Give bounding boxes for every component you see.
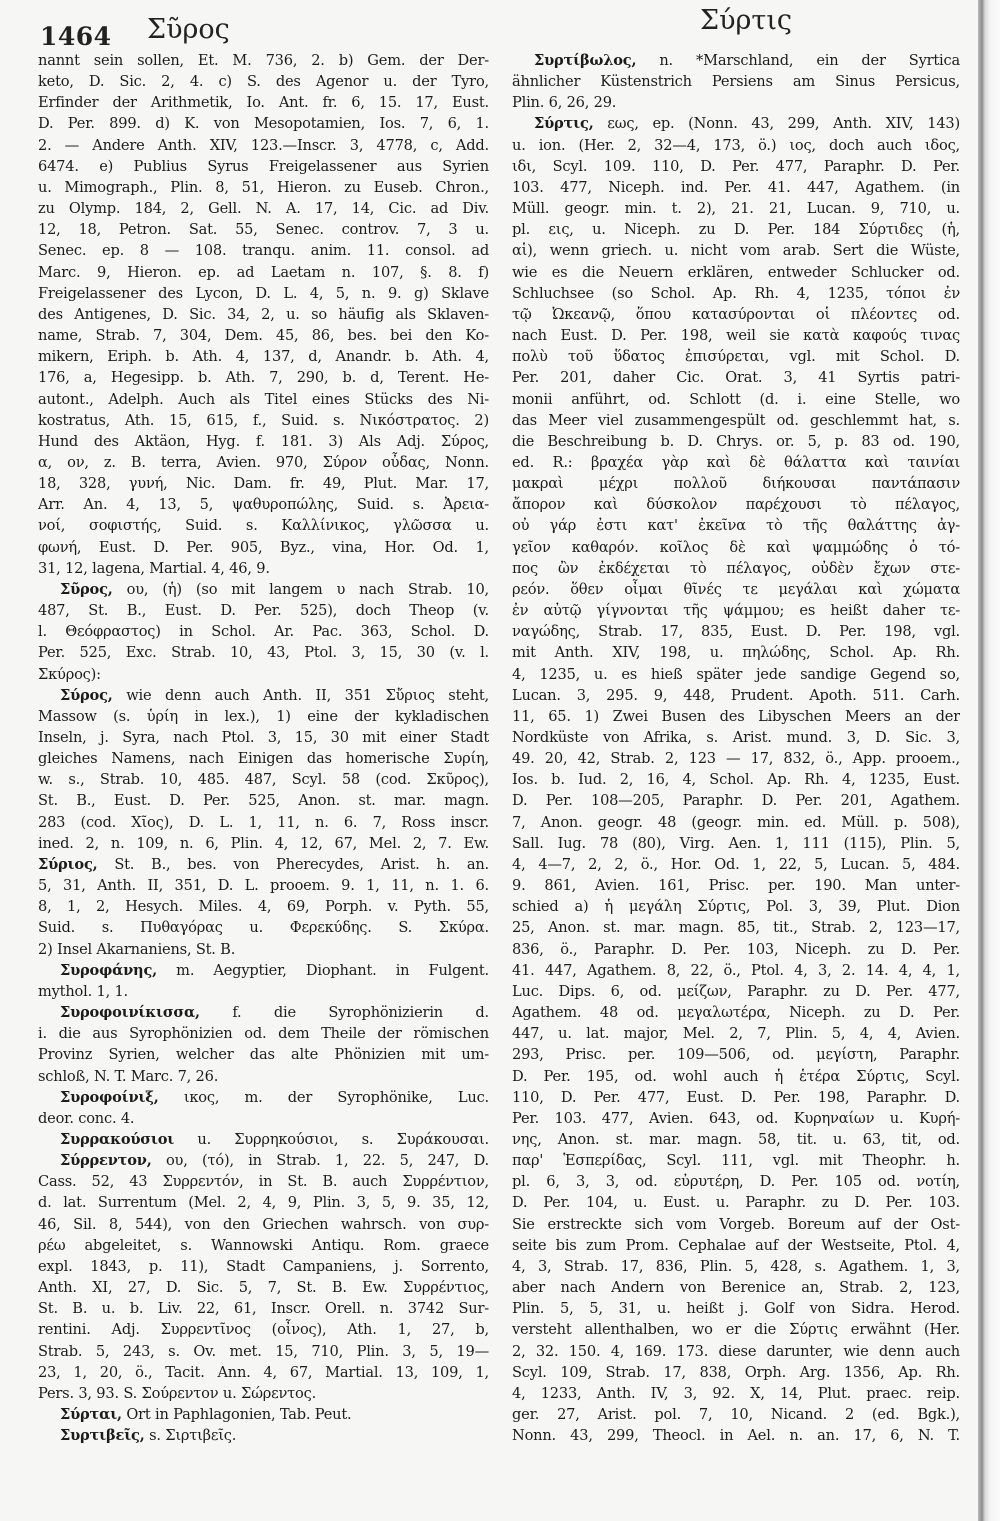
text-line: deor. conc. 4. [38, 1109, 135, 1127]
text-line: 6474. e) Publius Syrus Freigelassener aus Syrien [38, 157, 489, 175]
entry-text: wie denn auch Anth. II, 351 Σὔριος steht, [112, 686, 489, 704]
text-line: 49. 20, 42, Strab. 2, 123 — 17, 832, ö., App. prooem., [512, 750, 960, 768]
headword: Σῦρος, [60, 580, 113, 598]
headword: Συρτιβεῖς, [60, 1427, 145, 1445]
text-line: wie es die Neuern erklären, entweder Schlucker od. [512, 263, 960, 281]
text-line: Lucan. 3, 295. 9, 448, Prudent. Apoth. 511. Carh. [512, 686, 960, 704]
entry-headword-line [38, 1129, 489, 1150]
entry-headword-line [38, 579, 489, 600]
text-line: Suid. s. Πυθαγόρας u. Φερεκύδης. S. Σκύρα. [38, 919, 489, 937]
text-line: 12, 18, Petron. Sat. 55, Senec. controv. 7, 3 u. [38, 221, 489, 239]
text-line: 23, 1, 20, ö., Tacit. Ann. 4, 67, Martial. 13, 109, 1, [38, 1363, 489, 1381]
headword: Συρρακούσιοι [60, 1130, 175, 1148]
text-line: 4, 1233, Anth. IV, 3, 92. X, 14, Plut. praec. reip. [512, 1384, 960, 1402]
headword: Συροφοίνιξ, [60, 1088, 159, 1106]
text-line: 2. — Andere Anth. XIV, 123.—Inscr. 3, 4778, c, Add. [38, 136, 489, 154]
text-line: Schluchsee (so Schol. Ap. Rh. 4, 1235, τόποι ἐν [512, 284, 960, 302]
text-line: Cass. 52, 43 Συρρεντόν, in St. B. auch Συρρέντιον, [38, 1173, 489, 1191]
text-line: Sall. Iug. 78 (80), Virg. Aen. 1, 111 (115), Plin. 5, [512, 834, 960, 852]
headword: Σύρτις, [534, 115, 594, 133]
text-line: Σκύρος): [38, 665, 101, 683]
text-line: Müll. geogr. min. t. 2), 21. 21, Lucan. 9, 710, u. [512, 200, 960, 218]
text-line: Pers. 3, 93. S. Σούρεντον u. Σώρεντος. [38, 1384, 317, 1402]
text-line: kostratus, Ath. 15, 615, f., Suid. s. Νικόστρατος. 2) [38, 411, 489, 429]
text-line: 4, 3, Strab. 17, 836, Plin. 5, 428, s. Agathem. 1, 3, [512, 1257, 960, 1275]
text-line: 176, a, Hegesipp. b. Ath. 7, 290, b. d, Terent. He- [38, 369, 489, 387]
text-line: das Meer viel zusammengespült od. geschlemmt hat, s. [512, 411, 960, 429]
entry-text: n. *Marschland, ein der Syrtica [636, 52, 960, 69]
entry-headword-line [38, 960, 489, 981]
text-line: ed. R.: βραχέα γὰρ καὶ δὲ θάλαττα καὶ ταινίαι [512, 453, 960, 471]
text-line: 25, Anon. st. mar. magn. 85, tit., Strab. 2, 123—17, [512, 919, 960, 937]
text-line: u. ion. (Her. 2, 32—4, 173, ö.) ιος, doch auch ιδος, [512, 136, 960, 154]
text-line: πολὺ τοῦ ὕδατος ἐπισύρεται, vgl. mit Schol. D. [512, 348, 960, 366]
entry-headword-line [38, 1002, 489, 1023]
entry-text: St. B., bes. von Pherecydes, Arist. h. an. [97, 855, 489, 873]
entry-headword-line [38, 1425, 489, 1446]
text-line: 2, 32. 150. 4, 169. 173. diese darunter, wie denn auch [512, 1342, 960, 1360]
text-line: τῷ Ὠκεανῷ, ὅπου κατασύρονται οἱ πλέοντες od. [512, 305, 960, 323]
text-line: u. Mimograph., Plin. 8, 51, Hieron. zu Euseb. Chron., [38, 178, 489, 196]
text-line: Inseln, j. Syra, nach Ptol. 3, 15, 30 mit einer Stadt [38, 729, 489, 746]
text-line: αἱ), wenn griech. u. nicht vom arab. Sert die Wüste, [512, 242, 960, 260]
text-line: 4, 4—7, 2, 2, ö., Hor. Od. 1, 22, 5, Lucan. 5, 484. [512, 855, 960, 873]
text-line: Agathem. 48 od. μεγαλωτέρα, Niceph. zu D. Per. [512, 1004, 960, 1022]
text-line: ἄπορον καὶ δύσκολον παρέχουσι τὸ πέλαγος, [512, 496, 960, 514]
text-line: pl. 6, 3, 3, od. εὐρυτέρη, D. Per. 105 od. νοτίη, [512, 1173, 960, 1191]
text-line: Per. 525, Exc. Strab. 10, 43, Ptol. 3, 15, 30 (v. l. [38, 644, 489, 662]
text-line: Freigelassener des Lycon, D. L. 4, 5, n. 9. g) Sklave [38, 284, 489, 302]
text-line: mythol. 1, 1. [38, 982, 128, 1000]
text-line: Plin. 5, 5, 31, u. heißt j. Golf von Sidra. Herod. [512, 1300, 960, 1318]
text-line: D. Per. 899. d) K. von Mesopotamien, Ios. 7, 6, 1. [38, 115, 489, 133]
page-header [0, 5, 1000, 51]
headword: Σύριος, [38, 855, 98, 873]
text-line: Erfinder der Arithmetik, Io. Ant. fr. 6, 15. 17, Eust. [38, 94, 489, 112]
text-line: 447, u. lat. major, Mel. 2, 7, Plin. 5, 4, 4, Avien. [512, 1025, 960, 1043]
text-line: 8, 1, 2, Hesych. Miles. 4, 69, Porph. v. Pyth. 55, [38, 898, 489, 916]
text-line: 9. 861, Avien. 161, Prisc. per. 190. Man unter- [512, 877, 960, 895]
text-line: Arr. An. 4, 13, 5, ψαθυροπώλης, Suid. s. Ἀρεια- [38, 496, 489, 514]
text-line: keto, D. Sic. 2, 4. c) S. des Agenor u. der Tyro, [38, 73, 489, 91]
text-line: die Beschreibung b. D. Chrys. or. 5, p. 83 od. 190, [512, 432, 960, 450]
text-line: 7, Anon. geogr. 48 (geogr. min. ed. Müll. p. 508), [512, 813, 960, 831]
left-column [38, 50, 489, 1446]
running-head-left: Σῦρος [147, 14, 230, 45]
text-line: Luc. Dips. 6, od. μείζων, Paraphr. zu D. Per. 477, [512, 982, 960, 1000]
text-line: w. s., Strab. 10, 485. 487, Scyl. 58 (cod. Σκῦρος), [38, 771, 489, 789]
text-line: ähnlicher Küstenstrich Persiens am Sinus Persicus, [512, 73, 960, 91]
text-line: ἐν αὐτῷ γίγνονται τῆς ψάμμου; es heißt daher τε- [512, 602, 960, 620]
text-line: St. B. u. b. Liv. 22, 61, Inscr. Orell. n. 3742 Sur- [38, 1300, 489, 1318]
text-line: α, ον, z. B. terra, Avien. 970, Σύρον οὖδας, Nonn. [38, 453, 489, 471]
text-line: Sie erstreckte sich vom Vorgeb. Boreum auf der Ost- [512, 1215, 960, 1233]
text-line: gleiches Namens, nach Einigen das homerische Συρίη, [38, 750, 489, 768]
text-line: mikern, Eriph. b. Ath. 4, 137, d, Anandr. b. Ath. 4, [38, 348, 489, 366]
headword: Σύρται, [60, 1406, 122, 1423]
text-line: D. Per. 108—205, Paraphr. D. Per. 201, Agathem. [512, 792, 960, 810]
text-line: Senec. ep. 8 — 108. tranqu. anim. 11. consol. ad [38, 242, 489, 260]
entry-text: m. Aegyptier, Diophant. in Fulgent. [157, 961, 489, 979]
text-line: nach Eust. D. Per. 198, weil sie κατὰ καφούς τινας [512, 327, 960, 345]
text-line: μακραὶ μέχρι πολλοῦ διήκουσαι παντάπασιν [512, 475, 960, 493]
text-line: Nordküste von Afrika, s. Arist. mund. 3, D. Sic. 3, [512, 729, 960, 746]
text-line: 18, 328, γυνή, Nic. Dam. fr. 49, Plut. Mar. 17, [38, 475, 489, 493]
entry-headword-line [38, 1404, 489, 1425]
text-line: Nonn. 43, 299, Theocl. in Ael. n. an. 17, 6, N. T. [512, 1427, 960, 1445]
entry-headword-line [38, 1087, 489, 1108]
text-line: νοί, σοφιστής, Suid. s. Καλλίνικος, γλῶσσα u. [38, 517, 489, 535]
text-line: 46, Sil. 8, 544), von den Griechen wahrsch. von συρ- [38, 1215, 489, 1233]
text-line: 4, 1235, u. es hieß später jede sandige Gegend so, [512, 665, 960, 683]
text-line: Plin. 6, 26, 29. [512, 94, 617, 112]
text-line: Anth. XI, 27, D. Sic. 5, 7, St. B. Ew. Συρρέντιος, [38, 1279, 489, 1297]
headword: Συρτίβωλος, [534, 52, 637, 69]
text-line: 110, D. Per. 477, Eust. D. Per. 198, Paraphr. D. [512, 1088, 960, 1106]
text-line: πος ὢν ἐκδέχεται τὸ πέλαγος, οὐδὲν ἔχων στε- [512, 559, 960, 577]
text-line: Scyl. 109, Strab. 17, 838, Orph. Arg. 1356, Ap. Rh. [512, 1363, 960, 1381]
text-line: οὐ γάρ ἐστι κατ' ἐκεῖνα τὸ τῆς θαλάττης ἀγ- [512, 517, 960, 535]
text-line: 103. 477, Niceph. ind. Per. 41. 447, Agathem. (in [512, 178, 960, 196]
headword: Σύρος, [60, 686, 113, 704]
text-line: 31, 12, lagena, Martial. 4, 46, 9. [38, 559, 270, 577]
text-line: Provinz Syrien, welcher das alte Phönizien mit um- [38, 1046, 489, 1064]
text-line: Per. 103. 477, Avien. 643, od. Κυρηναίων u. Κυρή- [512, 1109, 960, 1127]
text-line: monii anführt, od. Schlott (d. i. eine Stelle, wo [512, 390, 960, 408]
text-line: 487, St. B., Eust. D. Per. 525), doch Theop (v. [38, 602, 489, 620]
right-column [512, 50, 960, 1446]
text-line: Strab. 5, 243, s. Ov. met. 15, 710, Plin. 3, 5, 19— [38, 1342, 489, 1360]
text-line: Marc. 9, Hieron. ep. ad Laetam n. 107, §. 8. f) [38, 263, 489, 281]
text-line: ger. 27, Arist. pol. 7, 10, Nicand. 2 (ed. Bgk.), [512, 1406, 960, 1423]
entry-headword-line [512, 113, 960, 134]
page-edge-shadow [978, 0, 1000, 1521]
text-line: seite bis zum Prom. Cephalae auf der Westseite, Ptol. 4, [512, 1236, 960, 1254]
entry-text: u. Συρρηκούσιοι, s. Συράκουσαι. [174, 1130, 489, 1148]
text-line: 41. 447, Agathem. 8, 22, ö., Ptol. 4, 3, 2. 14. 4, 4, 1, [512, 961, 960, 979]
text-line: d. lat. Surrentum (Mel. 2, 4, 9, Plin. 3, 5, 9. 35, 12, [38, 1194, 489, 1212]
text-line: 836, ö., Paraphr. D. Per. 103, Niceph. zu D. Per. [512, 940, 960, 958]
entry-text: ου, (ἡ) (so mit langem υ nach Strab. 10, [112, 580, 489, 598]
entry-headword-line [512, 50, 960, 71]
entry-headword-line [38, 1150, 489, 1171]
text-line: zu Olymp. 184, 2, Gell. N. A. 17, 14, Cic. ad Div. [38, 200, 489, 218]
text-line: νης, Anon. st. mar. magn. 58, tit. u. 63, tit, od. [512, 1130, 960, 1148]
text-line: ρέω abgeleitet, s. Wannowski Antiqu. Rom. graece [38, 1236, 489, 1254]
entry-text: f. die Syrophönizierin d. [199, 1004, 489, 1022]
headword: Συροφάνης, [60, 961, 158, 979]
entry-text: s. Σιρτιβεῖς. [144, 1427, 237, 1445]
text-line: D. Per. 195, od. wohl auch ἡ ἑτέρα Σύρτις, Scyl. [512, 1067, 960, 1085]
text-line: ιδι, Scyl. 109. 110, D. Per. 477, Paraphr. D. Per. [512, 157, 960, 175]
text-line: St. B., Eust. D. Per. 525, Anon. st. mar. magn. [38, 792, 489, 810]
text-line: nannt sein sollen, Et. M. 736, 2. b) Gem. der Der- [38, 52, 489, 69]
text-line: rentini. Adj. Συρρεντῖνος (οἶνος), Ath. 1, 27, b, [38, 1321, 489, 1339]
text-line: mit Anth. XIV, 198, u. πηλώδης, Schol. Ap. Rh. [512, 644, 960, 662]
text-line: 293, Prisc. per. 109—506, od. μεγίστη, Paraphr. [512, 1046, 960, 1064]
headword: Σύρρεντον, [60, 1152, 152, 1170]
entry-headword-line [38, 685, 489, 706]
text-line: D. Per. 104, u. Eust. u. Paraphr. zu D. Per. 103. [512, 1194, 960, 1212]
entry-text: Ort in Paphlagonien, Tab. Peut. [121, 1406, 352, 1423]
entry-text: ικος, m. der Syrophönike, Luc. [158, 1088, 489, 1106]
text-line: Ios. b. Iud. 2, 16, 4, Schol. Ap. Rh. 4, 1235, Eust. [512, 771, 960, 789]
text-line: des Antigenes, D. Sic. 34, 2, u. so häufig als Sklaven- [38, 305, 489, 323]
page-number: 1464 [40, 22, 112, 51]
entry-text: ου, (τό), in Strab. 1, 22. 5, 247, D. [151, 1152, 489, 1170]
text-line: i. die aus Syrophönizien od. dem Theile der römischen [38, 1025, 489, 1043]
text-line: schloß, N. T. Marc. 7, 26. [38, 1067, 219, 1085]
text-line: pl. εις, u. Niceph. zu D. Per. 184 Σύρτιδες (ἡ, [512, 221, 960, 239]
text-line: name, Strab. 7, 304, Dem. 45, 86, bes. bei den Ko- [38, 327, 489, 345]
text-line: Massow (s. ὑρίη in lex.), 1) eine der kykladischen [38, 707, 489, 725]
text-line: Hund des Aktäon, Hyg. f. 181. 3) Als Adj. Σύρος, [38, 432, 489, 450]
text-line: l. Θεόφραστος) in Schol. Ar. Pac. 363, Schol. D. [38, 623, 489, 641]
entry-text: εως, ep. (Nonn. 43, 299, Anth. XIV, 143) [593, 115, 960, 133]
text-line: γεῖον καθαρόν. κοῖλος δὲ καὶ ψαμμώδης ὁ τό- [512, 538, 960, 556]
text-line: autont., Adelph. Auch als Titel eines Stücks des Ni- [38, 390, 489, 408]
text-line: versteht allenthalben, wo er die Σύρτις erwähnt (Her. [512, 1321, 960, 1339]
text-line: 5, 31, Anth. II, 351, D. L. prooem. 9. 1, 11, n. 1. 6. [38, 877, 489, 895]
text-line: ναγώδης, Strab. 17, 835, Eust. D. Per. 198, vgl. [512, 623, 960, 641]
text-line: Per. 201, daher Cic. Orat. 3, 41 Syrtis patri- [512, 369, 960, 387]
text-line: φωνή, Eust. D. Per. 905, Byz., vina, Hor. Od. 1, [38, 538, 489, 556]
text-line: schied a) ἡ μεγάλη Σύρτις, Pol. 3, 39, Plut. Dion [512, 898, 960, 916]
text-line: 283 (cod. Χῖος), D. L. 1, 11, n. 6. 7, Ross inscr. [38, 813, 489, 831]
text-line: 2) Insel Akarnaniens, St. B. [38, 940, 236, 958]
text-line: ρεόν. ὅθεν οἶμαι θῖνές τε μεγάλαι καὶ χώματα [512, 580, 960, 598]
text-line: παρ' Ἑσπερίδας, Scyl. 111, vgl. mit Theophr. h. [512, 1152, 960, 1170]
text-line: aber nach Andern von Berenice an, Strab. 2, 123, [512, 1279, 960, 1297]
entry-headword-line [38, 854, 489, 875]
text-line: expl. 1843, p. 11), Stadt Campaniens, j. Sorrento, [38, 1257, 489, 1275]
headword: Συροφοινίκισσα, [60, 1004, 200, 1022]
text-line: ined. 2, n. 109, n. 6, Plin. 4, 12, 67, Mel. 2, 7. Ew. [38, 834, 489, 852]
text-line: 11, 65. 1) Zwei Busen des Libyschen Meers an der [512, 707, 960, 725]
running-head-right: Σύρτις [700, 5, 793, 36]
